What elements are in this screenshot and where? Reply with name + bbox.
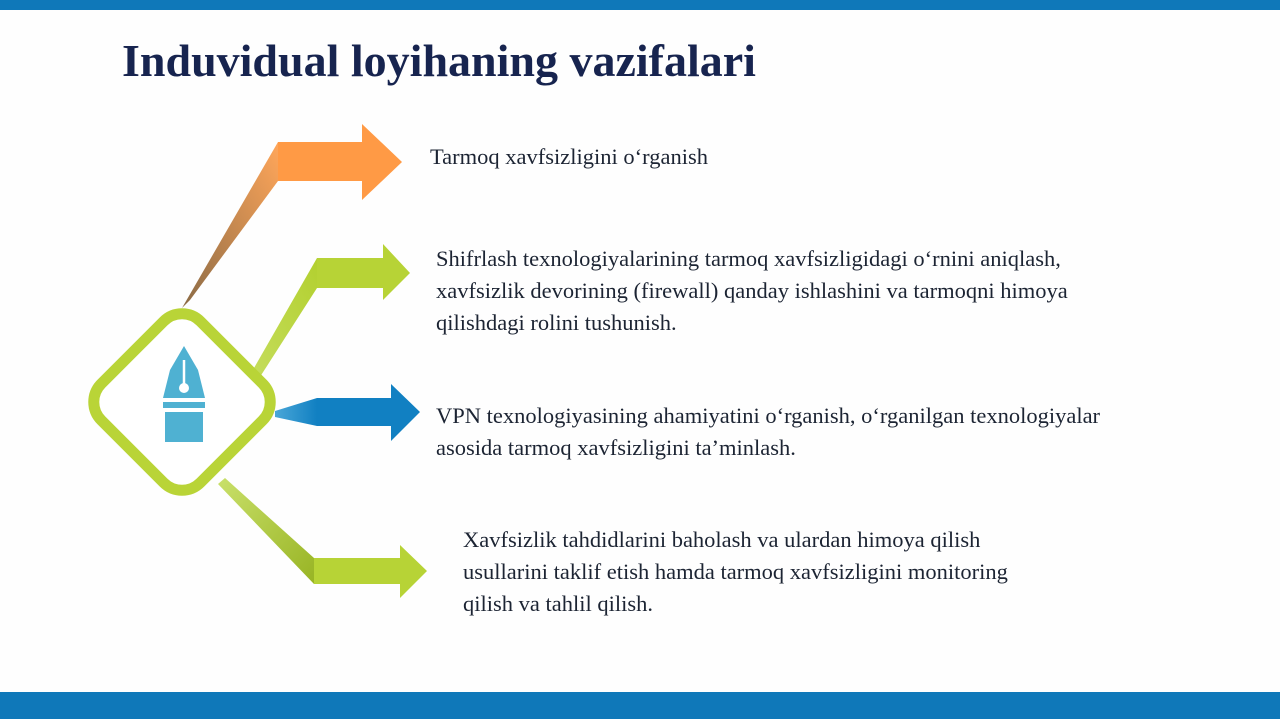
task-1-line-1: Tarmoq xavfsizligini o‘rganish — [430, 144, 708, 169]
task-text-3 — [436, 400, 1100, 464]
arrow-1 — [278, 124, 402, 200]
task-text-2 — [436, 243, 1068, 339]
task-2-line-1: Shifrlash texnologiyalarining tarmoq xavfsizligidagi o‘rnini aniqlash, — [436, 246, 1061, 271]
connector-1 — [182, 142, 278, 308]
task-2-line-2: xavfsizlik devorining (firewall) qanday ishlashini va tarmoqni himoya — [436, 278, 1068, 303]
task-2-line-3: qilishdagi rolini tushunish. — [436, 310, 677, 335]
task-text-4 — [463, 524, 1008, 620]
slide-title: Induvidual loyihaning vazifalari — [122, 35, 756, 86]
task-4-line-1: Xavfsizlik tahdidlarini baholash va ulardan himoya qilish — [463, 527, 981, 552]
arrow-3 — [317, 384, 420, 441]
connector-4 — [218, 478, 314, 584]
arrow-2 — [317, 244, 410, 300]
connector-2 — [250, 258, 317, 380]
task-3-line-1: VPN texnologiyasining ahamiyatini o‘rganish, o‘rganilgan texnologiyalar — [436, 403, 1101, 428]
connector-3 — [275, 398, 317, 426]
task-4-line-3: qilish va tahlil qilish. — [463, 591, 653, 616]
task-text-1 — [430, 141, 708, 173]
arrow-4 — [314, 545, 427, 598]
task-4-line-2: usullarini taklif etish hamda tarmoq xavfsizligini monitoring — [463, 559, 1008, 584]
task-3-line-2: asosida tarmoq xavfsizligini ta’minlash. — [436, 435, 796, 460]
